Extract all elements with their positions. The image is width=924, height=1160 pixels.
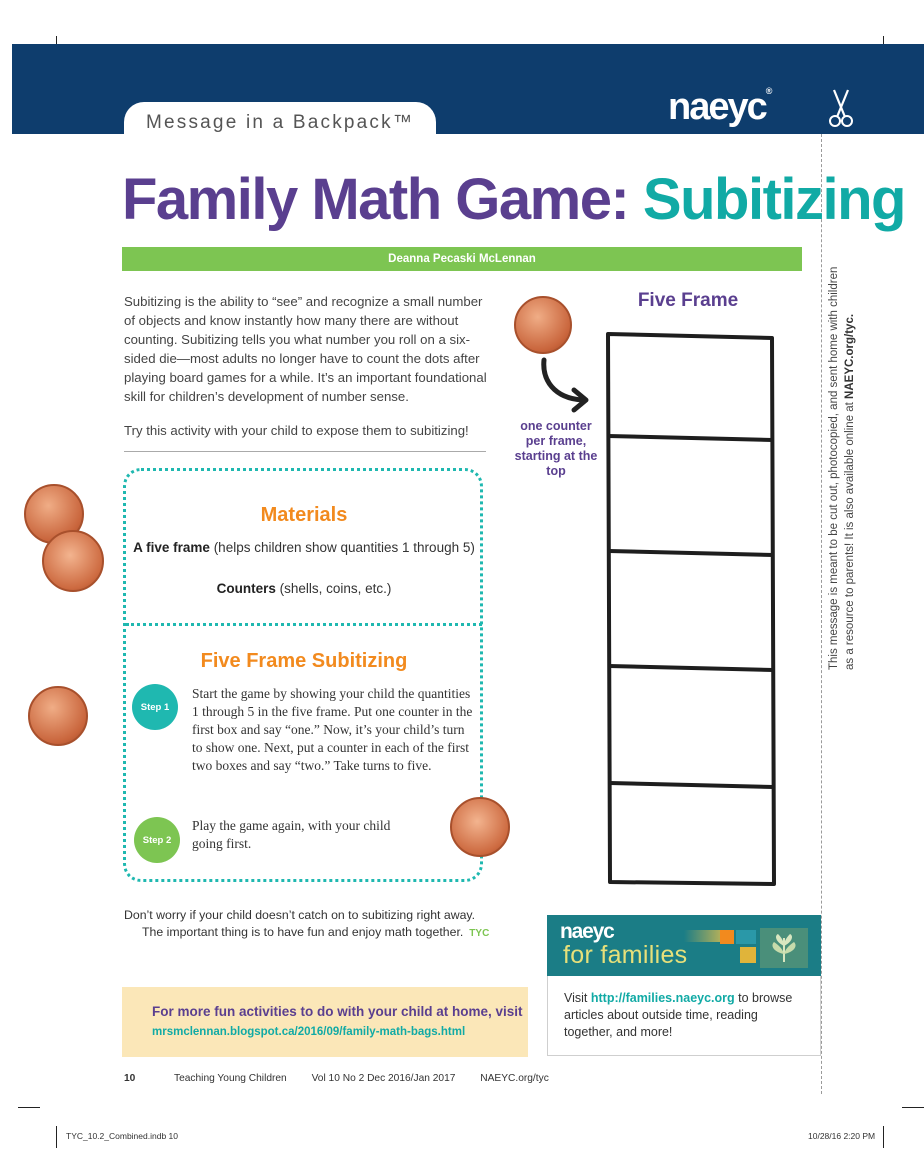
- title-part1: Family Math Game:: [122, 167, 643, 232]
- families-tagline: for families: [563, 941, 688, 969]
- page-title: [122, 166, 905, 233]
- naeyc-logo: [668, 86, 772, 129]
- curved-arrow-icon: [536, 356, 596, 414]
- penny-icon: [514, 296, 572, 354]
- logo-text: naeyc: [668, 86, 766, 128]
- step1-badge: Step 1: [132, 684, 178, 730]
- families-link[interactable]: http://families.naeyc.org: [590, 991, 735, 1005]
- material-item: A five frame (helps children show quantities 1 through 5): [133, 540, 475, 555]
- box-divider: [126, 623, 482, 626]
- step2-badge: Step 2: [134, 817, 180, 863]
- tyc-mark: TYC: [469, 928, 490, 939]
- logo-mark: ®: [765, 86, 773, 96]
- publication-name: Teaching Young Children: [174, 1073, 287, 1084]
- five-frame-divider: [608, 436, 772, 440]
- crop-mark: [56, 1126, 57, 1148]
- scissors-icon: [828, 88, 854, 128]
- closing-line2: The important thing is to have fun and enjoy math together. TYC: [142, 925, 490, 939]
- try-line: Try this activity with your child to expose them to subitizing!: [124, 423, 469, 438]
- intro-paragraph: Subitizing is the ability to “see” and recognize a small number of objects and know instantly how many there are without counting. Subitizing tells you what number you roll on a six-sided die—most adults no longer have to count the dots after playing board games for a while. It’s an important foundational skill for children’s development of number sense.: [124, 294, 487, 404]
- page-number: 10: [124, 1073, 136, 1084]
- resource-link[interactable]: mrsmclennan.blogspot.ca/2016/09/family-math-bags.html: [152, 1026, 466, 1038]
- counter-note: one counter per frame, starting at the top: [514, 419, 598, 478]
- author-bar: Deanna Pecaski McLennan: [122, 247, 802, 271]
- five-frame-outline: [608, 334, 774, 884]
- game-heading: Five Frame Subitizing: [200, 650, 408, 672]
- cut-line: [821, 134, 822, 1094]
- slug-left: TYC_10.2_Combined.indb 10: [66, 1131, 178, 1141]
- material-item: Counters (shells, coins, etc.): [216, 581, 392, 596]
- crop-mark: [18, 1107, 40, 1108]
- penny-icon: [450, 797, 510, 857]
- five-frame-divider: [609, 551, 773, 555]
- divider: [124, 451, 486, 452]
- crop-mark: [902, 1107, 924, 1108]
- series-label: Message in a Backpack™: [145, 112, 415, 133]
- banner-square: [720, 930, 734, 944]
- leaf-icon: [768, 932, 800, 964]
- step2-text: Play the game again, with your child going first.: [192, 818, 391, 851]
- five-frame-divider: [609, 666, 773, 670]
- side-note-url: NAEYC.org/tyc.: [844, 313, 856, 399]
- side-note-line2: as a resource to parents! It is also available online at NAEYC.org/tyc.: [844, 313, 856, 670]
- materials-heading: Materials: [260, 504, 348, 526]
- five-frame-heading: Five Frame: [637, 290, 739, 311]
- slug-right: 10/28/16 2:20 PM: [808, 1131, 876, 1141]
- families-logo: naeyc: [560, 920, 614, 943]
- penny-icon: [42, 530, 104, 592]
- issue-info: Vol 10 No 2 Dec 2016/Jan 2017: [311, 1073, 456, 1084]
- side-note-line1: This message is meant to be cut out, photocopied, and sent home with children: [828, 266, 840, 670]
- banner-square: [736, 930, 756, 944]
- five-frame-divider: [610, 783, 773, 787]
- page-footer: [124, 1073, 571, 1084]
- resource-box: [122, 987, 528, 1057]
- closing-line1: Don’t worry if your child doesn’t catch on to subitizing right away.: [124, 908, 476, 922]
- step1-text: Start the game by showing your child the quantities 1 through 5 in the five frame. Put one counter in the first box and say “one.” Now, it’s your child’s turn to show one. Next, put a counter in each of the first two boxes and say “two.” Take turns to five.: [192, 686, 473, 773]
- footer-site: NAEYC.org/tyc: [480, 1073, 549, 1084]
- crop-mark: [883, 1126, 884, 1148]
- banner-square: [740, 947, 756, 963]
- title-part2: Subitizing: [642, 167, 905, 232]
- closing-note: [124, 907, 496, 942]
- five-frame: [600, 328, 782, 890]
- resource-text: For more fun activities to do with your child at home, visit: [152, 1004, 523, 1019]
- penny-icon: [28, 686, 88, 746]
- families-text: Visit http://families.naeyc.org to browse articles about outside time, reading together, and more!: [564, 991, 793, 1039]
- side-note: [826, 210, 858, 670]
